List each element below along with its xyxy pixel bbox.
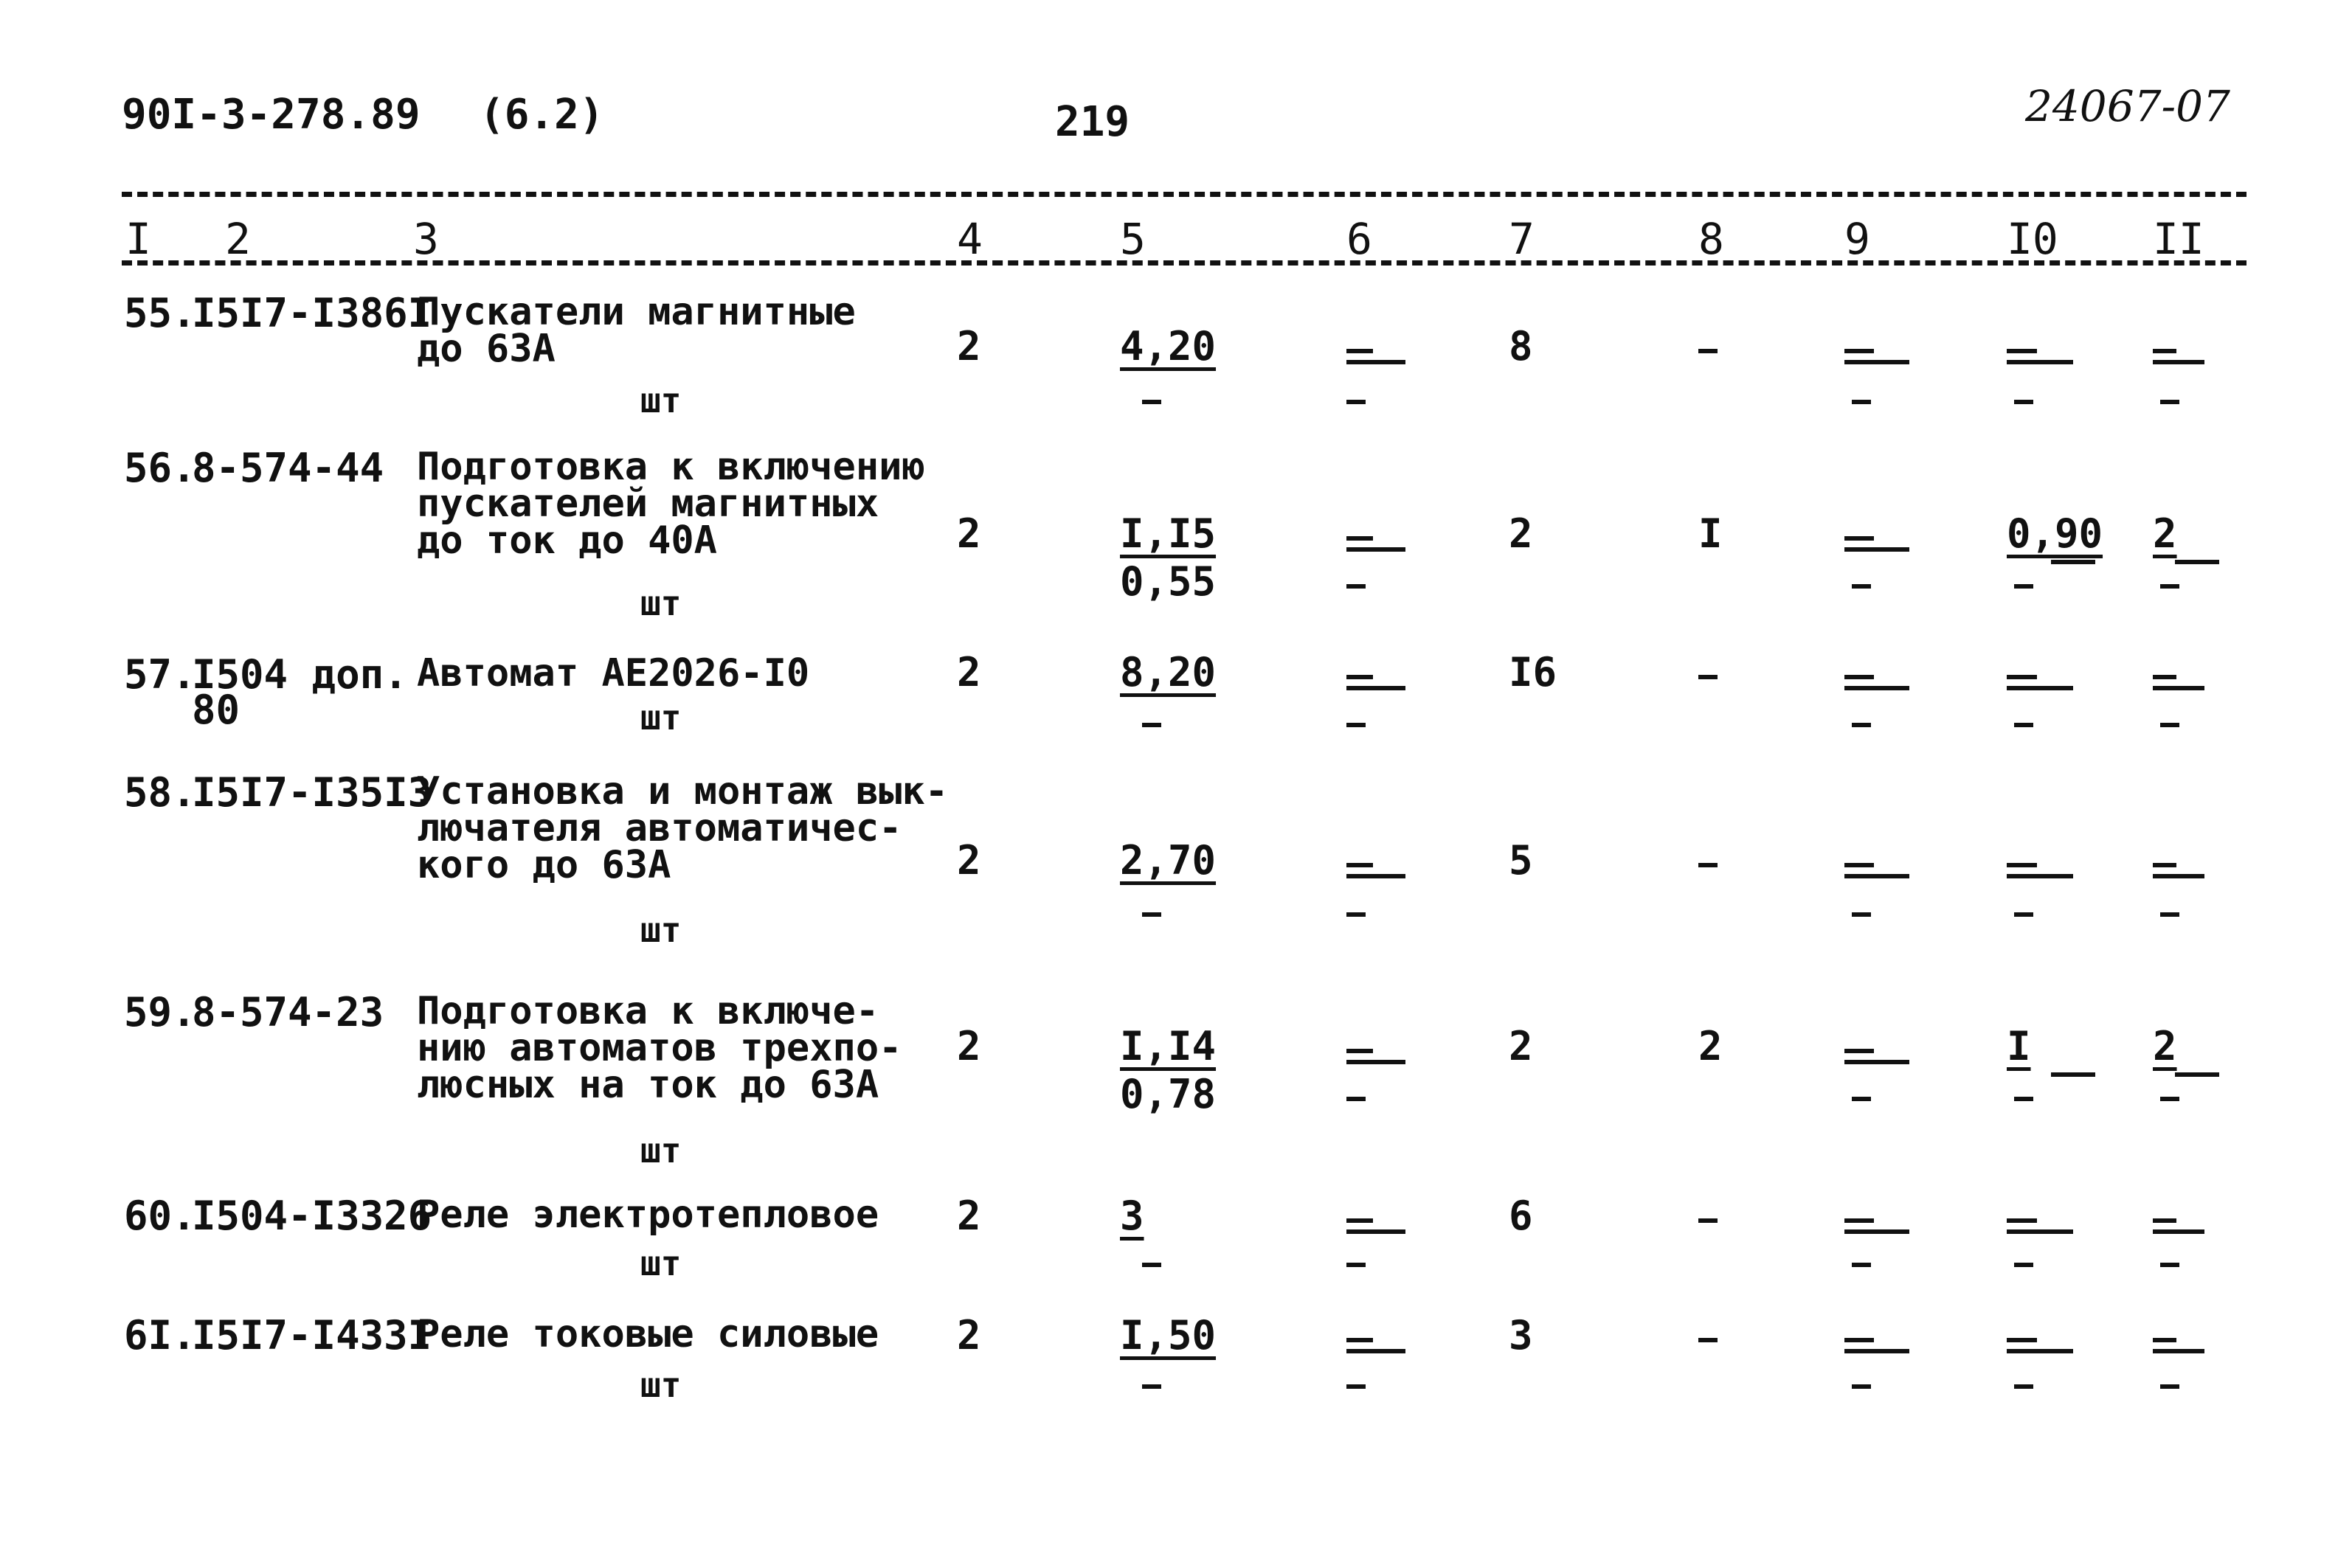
col10-value: 0,90 <box>2007 510 2103 557</box>
col6-dash <box>1346 912 1366 917</box>
col6-value-mark <box>1346 1218 1373 1223</box>
row-number: 57. <box>124 651 196 698</box>
col7-value: 3 <box>1509 1312 1533 1359</box>
col5-value-top: 2,70 <box>1120 837 1217 884</box>
col6-value-mark <box>1346 349 1373 353</box>
col6-value-mark <box>1346 863 1373 867</box>
row-number: 6I. <box>124 1312 196 1359</box>
col8-value: I <box>1698 510 1723 557</box>
col9-dash <box>1852 723 1871 727</box>
row-description-line: Установка и монтаж вык- <box>417 769 949 814</box>
col5-value-top: I,I4 <box>1120 1023 1217 1069</box>
col9-value-mark <box>1844 1049 1874 1053</box>
col11-value-line <box>2153 360 2204 364</box>
col5-value-top: I,50 <box>1120 1312 1217 1359</box>
col9-value-line <box>1844 874 1909 878</box>
col10-value-line <box>2007 874 2073 878</box>
row-description-line: кого до 63А <box>417 843 671 887</box>
col6-value-line <box>1346 1229 1405 1234</box>
col11-value-line <box>2153 686 2204 690</box>
col6-dash <box>1346 1263 1366 1267</box>
row-number: 59. <box>124 989 196 1035</box>
col10-value-mark <box>2007 1338 2037 1342</box>
col10-underline-ext <box>2051 560 2095 564</box>
row-code: I504-I3326 <box>192 1193 432 1239</box>
row-unit: шт <box>640 910 682 950</box>
col11-dash <box>2160 912 2179 917</box>
col6-value-line <box>1346 360 1405 364</box>
col11-value-mark <box>2153 675 2176 679</box>
col9-dash <box>1852 1097 1871 1101</box>
col5-value-bottom: 0,55 <box>1120 558 1217 605</box>
col11-underline-ext <box>2175 1072 2219 1077</box>
col11-value-mark <box>2153 349 2176 353</box>
col6-value-line <box>1346 547 1405 552</box>
col6-value-line <box>1346 1349 1405 1353</box>
col9-value-line <box>1844 1349 1909 1353</box>
col10-value-mark <box>2007 863 2037 867</box>
row-unit: шт <box>640 583 682 623</box>
col10-value-mark <box>2007 675 2037 679</box>
col11-dash <box>2160 1384 2179 1389</box>
col-header-5: 5 <box>1120 214 1146 264</box>
row-description-line: до 63А <box>417 327 556 371</box>
col4-value: 2 <box>957 1193 981 1239</box>
col8-dash <box>1698 1218 1718 1223</box>
row-code: I504 доп. <box>192 651 408 698</box>
col-header-7: 7 <box>1509 214 1535 264</box>
row-number: 56. <box>124 445 196 491</box>
col7-value: I6 <box>1509 649 1557 695</box>
row-description-line: Подготовка к включению <box>417 445 925 489</box>
col-header-11: II <box>2153 214 2204 264</box>
col11-dash <box>2160 400 2179 404</box>
col9-dash <box>1852 912 1871 917</box>
row-description-line: нию автоматов трехпо- <box>417 1026 902 1070</box>
col10-underline-ext <box>2051 1072 2095 1077</box>
col5-value-top: 8,20 <box>1120 649 1217 695</box>
col10-value-line <box>2007 360 2073 364</box>
col9-value-line <box>1844 360 1909 364</box>
col6-dash <box>1346 584 1366 589</box>
col10-value-mark <box>2007 349 2037 353</box>
col10-dash <box>2014 1097 2033 1101</box>
col6-dash <box>1346 1097 1366 1101</box>
col-header-6: 6 <box>1346 214 1372 264</box>
row-description-line: пускателей магнитных <box>417 482 879 526</box>
header-rule-top <box>122 192 2246 197</box>
col11-underline-ext <box>2175 560 2219 564</box>
col9-value-line <box>1844 547 1909 552</box>
col11-dash <box>2160 1263 2179 1267</box>
row-description-line: люсных на ток до 63А <box>417 1063 879 1107</box>
col11-value-mark <box>2153 863 2176 867</box>
handwritten-stamp: 24067-07 <box>2025 81 2230 131</box>
col-header-1: I <box>125 214 151 264</box>
col11-dash <box>2160 584 2179 589</box>
col10-dash <box>2014 912 2033 917</box>
col6-value-line <box>1346 874 1405 878</box>
row-unit: шт <box>640 698 682 738</box>
col7-value: 8 <box>1509 323 1533 370</box>
row-code: I5I7-I35I3 <box>192 769 432 816</box>
col6-value-mark <box>1346 675 1373 679</box>
col5-value-top: 4,20 <box>1120 323 1217 370</box>
col9-value-mark <box>1844 675 1874 679</box>
col4-value: 2 <box>957 1023 981 1069</box>
col10-dash <box>2014 400 2033 404</box>
row-number: 55. <box>124 290 196 336</box>
col9-value-mark <box>1844 1218 1874 1223</box>
col9-value-line <box>1844 1060 1909 1064</box>
col5-dash <box>1142 1263 1161 1267</box>
row-code: I5I7-I386I <box>192 290 432 336</box>
col-header-9: 9 <box>1844 214 1870 264</box>
col6-dash <box>1346 400 1366 404</box>
col11-value-line <box>2153 1229 2204 1234</box>
row-description-line: Пускатели магнитные <box>417 290 856 334</box>
row-unit: шт <box>640 1131 682 1170</box>
row-description-line: Реле электротепловое <box>417 1193 879 1237</box>
col10-dash <box>2014 1263 2033 1267</box>
col9-value-line <box>1844 686 1909 690</box>
col9-value-mark <box>1844 349 1874 353</box>
col5-dash <box>1142 400 1161 404</box>
col4-value: 2 <box>957 323 981 370</box>
col10-value-line <box>2007 1229 2073 1234</box>
row-unit: шт <box>640 1243 682 1283</box>
col9-value-line <box>1844 1229 1909 1234</box>
row-number: 60. <box>124 1193 196 1239</box>
row-description-line: Подготовка к включе- <box>417 989 879 1033</box>
col10-value: I <box>2007 1023 2031 1069</box>
col6-value-line <box>1346 686 1405 690</box>
page-number: 219 <box>1055 98 1130 146</box>
col9-dash <box>1852 1263 1871 1267</box>
col11-dash <box>2160 723 2179 727</box>
col8-dash <box>1698 349 1718 353</box>
col-header-8: 8 <box>1698 214 1724 264</box>
col11-value-line <box>2153 1349 2204 1353</box>
col6-value-mark <box>1346 536 1373 541</box>
col4-value: 2 <box>957 837 981 884</box>
row-unit: шт <box>640 1365 682 1405</box>
col7-value: 2 <box>1509 1023 1533 1069</box>
row-description-line: Автомат АЕ2026-I0 <box>417 651 810 695</box>
col11-value-mark <box>2153 1218 2176 1223</box>
col8-dash <box>1698 1338 1718 1342</box>
col5-value-top: I,I5 <box>1120 510 1217 557</box>
col10-value-line <box>2007 1349 2073 1353</box>
col10-value-line <box>2007 686 2073 690</box>
col10-dash <box>2014 723 2033 727</box>
col4-value: 2 <box>957 649 981 695</box>
row-unit: шт <box>640 381 682 420</box>
col8-dash <box>1698 863 1718 867</box>
col10-dash <box>2014 584 2033 589</box>
col4-value: 2 <box>957 510 981 557</box>
col-header-2: 2 <box>225 214 251 264</box>
col5-value-top: 3 <box>1120 1193 1144 1239</box>
col-header-10: I0 <box>2007 214 2058 264</box>
col10-value-mark <box>2007 1218 2037 1223</box>
col5-value-bottom: 0,78 <box>1120 1071 1217 1117</box>
col6-value-line <box>1346 1060 1405 1064</box>
col9-value-mark <box>1844 863 1874 867</box>
col8-dash <box>1698 675 1718 679</box>
col5-dash <box>1142 1384 1161 1389</box>
col8-value: 2 <box>1698 1023 1723 1069</box>
col9-dash <box>1852 400 1871 404</box>
col5-dash <box>1142 723 1161 727</box>
row-code: I5I7-I433I <box>192 1312 432 1359</box>
col10-dash <box>2014 1384 2033 1389</box>
row-description-line: лючателя автоматичес- <box>417 806 902 850</box>
col7-value: 6 <box>1509 1193 1533 1239</box>
col5-dash <box>1142 912 1161 917</box>
row-code: 8-574-44 <box>192 445 384 491</box>
row-description-line: Реле токовые силовые <box>417 1312 879 1356</box>
col9-dash <box>1852 584 1871 589</box>
header-rule-bottom <box>122 260 2246 266</box>
row-code-continued: 80 <box>192 687 241 733</box>
col11-value-mark <box>2153 1338 2176 1342</box>
col-header-3: 3 <box>413 214 439 264</box>
album-number: (6.2) <box>480 91 604 139</box>
col7-value: 5 <box>1509 837 1533 884</box>
document-code: 90I-3-278.89 <box>122 91 421 139</box>
col11-value: 2 <box>2153 510 2177 557</box>
row-description-line: до ток до 40А <box>417 518 717 563</box>
row-number: 58. <box>124 769 196 816</box>
col7-value: 2 <box>1509 510 1533 557</box>
col6-dash <box>1346 1384 1366 1389</box>
col11-dash <box>2160 1097 2179 1101</box>
col4-value: 2 <box>957 1312 981 1359</box>
row-code: 8-574-23 <box>192 989 384 1035</box>
col9-value-mark <box>1844 1338 1874 1342</box>
col-header-4: 4 <box>957 214 983 264</box>
col6-value-mark <box>1346 1049 1373 1053</box>
col6-dash <box>1346 723 1366 727</box>
col11-value-line <box>2153 874 2204 878</box>
col11-value: 2 <box>2153 1023 2177 1069</box>
col9-value-mark <box>1844 536 1874 541</box>
col9-dash <box>1852 1384 1871 1389</box>
col6-value-mark <box>1346 1338 1373 1342</box>
